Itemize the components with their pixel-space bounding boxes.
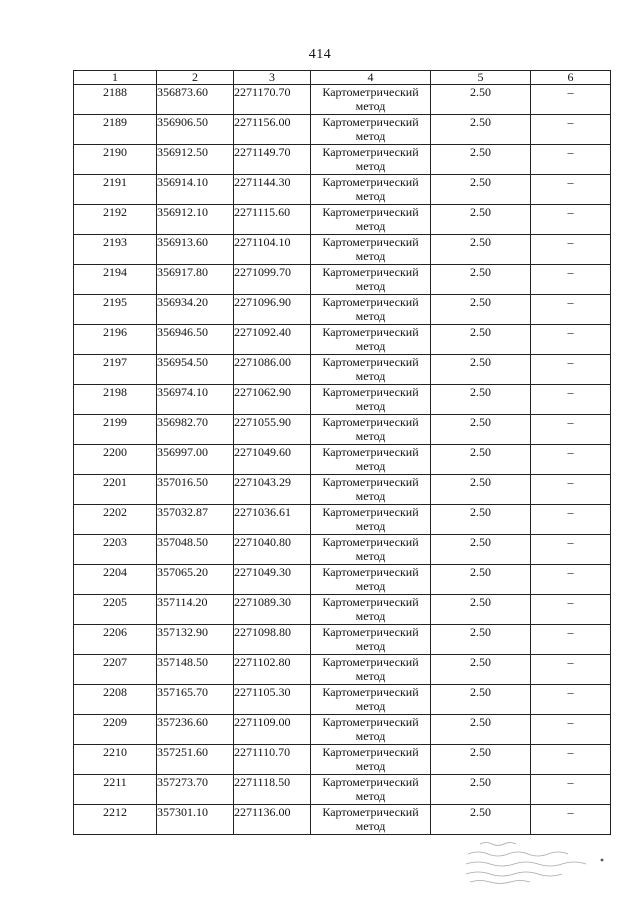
note-cell: – [531,775,611,805]
method-line-2: метод [355,639,386,653]
accuracy-cell: 2.50 [431,115,531,145]
method-line-1: Картометрический [322,415,419,429]
point-number-cell: 2192 [74,205,157,235]
method-line-1: Картометрический [322,295,419,309]
method-line-1: Картометрический [322,205,419,219]
x-coordinate-cell: 356974.10 [157,385,234,415]
table-row [74,355,611,385]
note-cell: – [531,385,611,415]
method-line-2: метод [355,279,386,293]
x-coordinate-cell: 357065.20 [157,565,234,595]
y-coordinate-cell: 2271105.30 [234,685,311,715]
x-coordinate-cell: 356934.20 [157,295,234,325]
method-cell [311,85,431,115]
table-row [74,595,611,625]
point-number-cell: 2203 [74,535,157,565]
method-line-1: Картометрический [322,805,419,819]
accuracy-cell: 2.50 [431,535,531,565]
accuracy-cell: 2.50 [431,415,531,445]
x-coordinate-cell: 357048.50 [157,535,234,565]
table-row [74,565,611,595]
y-coordinate-cell: 2271036.61 [234,505,311,535]
method-line-1: Картометрический [322,655,419,669]
x-coordinate-cell: 356913.60 [157,235,234,265]
method-cell [311,415,431,445]
table-row [74,265,611,295]
y-coordinate-cell: 2271096.90 [234,295,311,325]
method-line-2: метод [355,129,386,143]
x-coordinate-cell: 357273.70 [157,775,234,805]
point-number-cell: 2197 [74,355,157,385]
x-coordinate-cell: 357114.20 [157,595,234,625]
x-coordinate-cell: 356912.10 [157,205,234,235]
table-row [74,745,611,775]
accuracy-cell: 2.50 [431,745,531,775]
table-row [74,85,611,115]
method-line-2: метод [355,819,386,833]
accuracy-cell: 2.50 [431,325,531,355]
note-cell: – [531,565,611,595]
table-row [74,715,611,745]
method-line-2: метод [355,459,386,473]
header-row [74,71,611,85]
method-line-2: метод [355,99,386,113]
y-coordinate-cell: 2271055.90 [234,415,311,445]
method-cell [311,775,431,805]
method-line-2: метод [355,489,386,503]
note-cell: – [531,535,611,565]
y-coordinate-cell: 2271149.70 [234,145,311,175]
method-cell [311,265,431,295]
method-line-1: Картометрический [322,145,419,159]
accuracy-cell: 2.50 [431,775,531,805]
method-cell [311,565,431,595]
method-cell [311,205,431,235]
table-row [74,325,611,355]
table-row [74,385,611,415]
method-line-1: Картометрический [322,175,419,189]
note-cell: – [531,805,611,835]
y-coordinate-cell: 2271098.80 [234,625,311,655]
method-cell [311,805,431,835]
method-line-2: метод [355,759,386,773]
table-row [74,625,611,655]
method-cell [311,295,431,325]
method-line-1: Картометрический [322,505,419,519]
method-line-2: метод [355,189,386,203]
method-cell [311,685,431,715]
note-cell: – [531,625,611,655]
note-cell: – [531,655,611,685]
method-line-2: метод [355,249,386,263]
table-row [74,415,611,445]
point-number-cell: 2201 [74,475,157,505]
point-number-cell: 2188 [74,85,157,115]
point-number-cell: 2191 [74,175,157,205]
note-cell: – [531,595,611,625]
accuracy-cell: 2.50 [431,85,531,115]
method-cell [311,235,431,265]
method-cell [311,655,431,685]
y-coordinate-cell: 2271109.00 [234,715,311,745]
point-number-cell: 2189 [74,115,157,145]
method-cell [311,715,431,745]
method-line-2: метод [355,219,386,233]
note-cell: – [531,235,611,265]
note-cell: – [531,175,611,205]
point-number-cell: 2209 [74,715,157,745]
note-cell: – [531,715,611,745]
accuracy-cell: 2.50 [431,595,531,625]
method-cell [311,355,431,385]
note-cell: – [531,295,611,325]
method-line-2: метод [355,519,386,533]
table-header [74,71,611,85]
method-cell [311,535,431,565]
accuracy-cell: 2.50 [431,715,531,745]
method-cell [311,475,431,505]
y-coordinate-cell: 2271110.70 [234,745,311,775]
table-row [74,655,611,685]
point-number-cell: 2193 [74,235,157,265]
point-number-cell: 2212 [74,805,157,835]
method-line-1: Картометрический [322,475,419,489]
method-line-2: метод [355,699,386,713]
method-cell [311,325,431,355]
y-coordinate-cell: 2271104.10 [234,235,311,265]
method-line-1: Картометрический [322,565,419,579]
method-line-1: Картометрический [322,745,419,759]
note-cell: – [531,475,611,505]
x-coordinate-cell: 357301.10 [157,805,234,835]
accuracy-cell: 2.50 [431,505,531,535]
y-coordinate-cell: 2271092.40 [234,325,311,355]
coordinates-table [73,70,611,835]
y-coordinate-cell: 2271144.30 [234,175,311,205]
table-row [74,205,611,235]
note-cell: – [531,265,611,295]
y-coordinate-cell: 2271049.30 [234,565,311,595]
y-coordinate-cell: 2271086.00 [234,355,311,385]
accuracy-cell: 2.50 [431,355,531,385]
method-cell [311,115,431,145]
header-col-5: 5 [431,71,531,85]
point-number-cell: 2204 [74,565,157,595]
y-coordinate-cell: 2271040.80 [234,535,311,565]
point-number-cell: 2196 [74,325,157,355]
note-cell: – [531,685,611,715]
method-line-1: Картометрический [322,685,419,699]
method-cell [311,625,431,655]
note-cell: – [531,115,611,145]
accuracy-cell: 2.50 [431,685,531,715]
method-line-2: метод [355,579,386,593]
header-col-2: 2 [157,71,234,85]
note-cell: – [531,145,611,175]
y-coordinate-cell: 2271118.50 [234,775,311,805]
x-coordinate-cell: 356946.50 [157,325,234,355]
y-coordinate-cell: 2271102.80 [234,655,311,685]
accuracy-cell: 2.50 [431,145,531,175]
x-coordinate-cell: 357236.60 [157,715,234,745]
method-line-1: Картометрический [322,385,419,399]
point-number-cell: 2199 [74,415,157,445]
method-cell [311,505,431,535]
x-coordinate-cell: 356954.50 [157,355,234,385]
accuracy-cell: 2.50 [431,445,531,475]
method-cell [311,445,431,475]
method-line-1: Картометрический [322,325,419,339]
accuracy-cell: 2.50 [431,805,531,835]
method-cell [311,175,431,205]
x-coordinate-cell: 357165.70 [157,685,234,715]
x-coordinate-cell: 357132.90 [157,625,234,655]
header-col-6: 6 [531,71,611,85]
note-cell: – [531,505,611,535]
header-col-3: 3 [234,71,311,85]
point-number-cell: 2206 [74,625,157,655]
point-number-cell: 2190 [74,145,157,175]
method-line-1: Картометрический [322,775,419,789]
header-col-1: 1 [74,71,157,85]
approval-stamp [462,838,612,886]
method-line-1: Картометрический [322,625,419,639]
method-line-1: Картометрический [322,445,419,459]
method-line-2: метод [355,789,386,803]
note-cell: – [531,445,611,475]
table-row [74,475,611,505]
method-line-1: Картометрический [322,265,419,279]
point-number-cell: 2208 [74,685,157,715]
method-line-2: метод [355,669,386,683]
point-number-cell: 2194 [74,265,157,295]
y-coordinate-cell: 2271115.60 [234,205,311,235]
method-line-2: метод [355,309,386,323]
x-coordinate-cell: 356912.50 [157,145,234,175]
table-row [74,505,611,535]
table-row [74,175,611,205]
table-row [74,685,611,715]
y-coordinate-cell: 2271099.70 [234,265,311,295]
table-row [74,805,611,835]
method-line-2: метод [355,399,386,413]
x-coordinate-cell: 357251.60 [157,745,234,775]
x-coordinate-cell: 357016.50 [157,475,234,505]
accuracy-cell: 2.50 [431,175,531,205]
table-row [74,295,611,325]
method-line-2: метод [355,549,386,563]
accuracy-cell: 2.50 [431,625,531,655]
method-cell [311,145,431,175]
method-line-1: Картометрический [322,715,419,729]
method-line-1: Картометрический [322,535,419,549]
x-coordinate-cell: 356982.70 [157,415,234,445]
table-body [74,85,611,835]
header-col-4: 4 [311,71,431,85]
x-coordinate-cell: 356906.50 [157,115,234,145]
y-coordinate-cell: 2271156.00 [234,115,311,145]
method-cell [311,595,431,625]
note-cell: – [531,205,611,235]
note-cell: – [531,325,611,355]
table-row [74,445,611,475]
y-coordinate-cell: 2271049.60 [234,445,311,475]
table-row [74,115,611,145]
accuracy-cell: 2.50 [431,385,531,415]
point-number-cell: 2205 [74,595,157,625]
method-line-1: Картометрический [322,595,419,609]
y-coordinate-cell: 2271062.90 [234,385,311,415]
accuracy-cell: 2.50 [431,565,531,595]
point-number-cell: 2200 [74,445,157,475]
method-line-1: Картометрический [322,85,419,99]
note-cell: – [531,415,611,445]
x-coordinate-cell: 357148.50 [157,655,234,685]
accuracy-cell: 2.50 [431,205,531,235]
method-line-1: Картометрический [322,115,419,129]
y-coordinate-cell: 2271089.30 [234,595,311,625]
method-line-2: метод [355,429,386,443]
table-row [74,775,611,805]
note-cell: – [531,355,611,385]
x-coordinate-cell: 356997.00 [157,445,234,475]
point-number-cell: 2211 [74,775,157,805]
accuracy-cell: 2.50 [431,655,531,685]
accuracy-cell: 2.50 [431,235,531,265]
method-cell [311,745,431,775]
table-row [74,145,611,175]
method-line-2: метод [355,159,386,173]
y-coordinate-cell: 2271136.00 [234,805,311,835]
x-coordinate-cell: 356917.80 [157,265,234,295]
method-line-1: Картометрический [322,235,419,249]
x-coordinate-cell: 357032.87 [157,505,234,535]
table-row [74,535,611,565]
method-line-2: метод [355,339,386,353]
point-number-cell: 2198 [74,385,157,415]
note-cell: – [531,85,611,115]
point-number-cell: 2210 [74,745,157,775]
accuracy-cell: 2.50 [431,265,531,295]
method-line-1: Картометрический [322,355,419,369]
x-coordinate-cell: 356914.10 [157,175,234,205]
method-cell [311,385,431,415]
method-line-2: метод [355,609,386,623]
table-row [74,235,611,265]
point-number-cell: 2207 [74,655,157,685]
point-number-cell: 2195 [74,295,157,325]
y-coordinate-cell: 2271043.29 [234,475,311,505]
point-number-cell: 2202 [74,505,157,535]
method-line-2: метод [355,369,386,383]
method-line-2: метод [355,729,386,743]
y-coordinate-cell: 2271170.70 [234,85,311,115]
page-number: 414 [308,47,332,62]
note-cell: – [531,745,611,775]
accuracy-cell: 2.50 [431,295,531,325]
accuracy-cell: 2.50 [431,475,531,505]
x-coordinate-cell: 356873.60 [157,85,234,115]
